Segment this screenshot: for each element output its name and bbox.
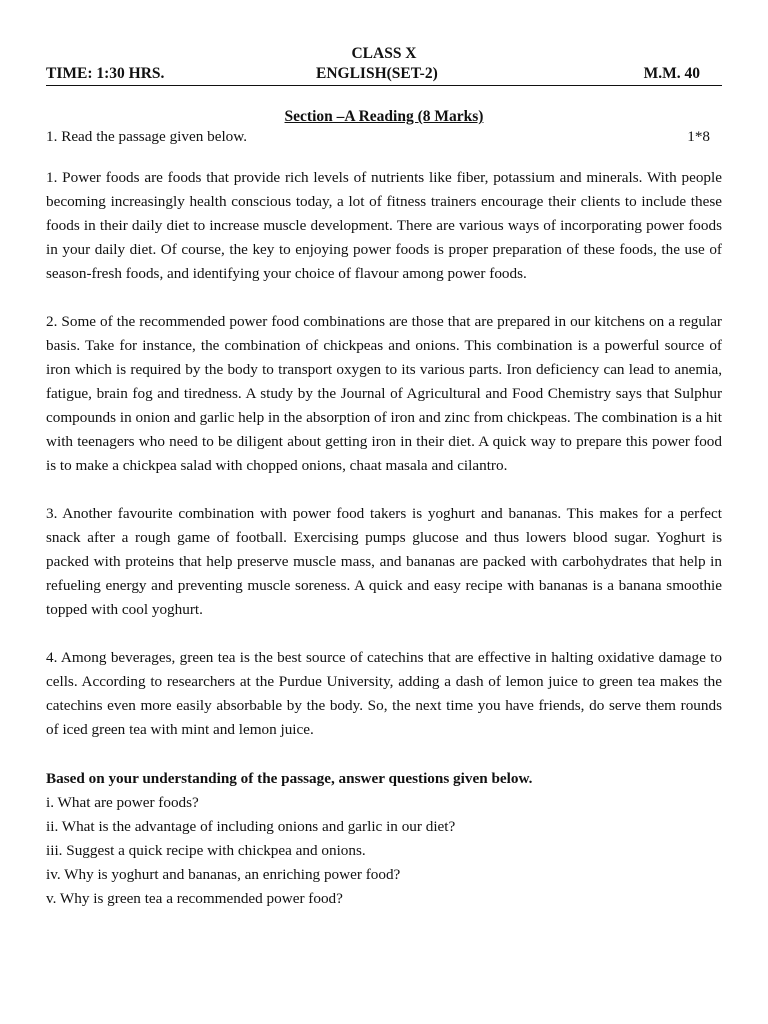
questions-heading: Based on your understanding of the passage, answer questions given below.: [46, 770, 533, 787]
question-item: i. What are power foods?: [46, 794, 199, 811]
time-label: TIME: 1:30 HRS.: [46, 65, 165, 82]
question-item: iii. Suggest a quick recipe with chickpea and onions.: [46, 842, 366, 859]
class-label: CLASS X: [351, 45, 417, 62]
passage-paragraph-3: 3. Another favourite combination with power food takers is yoghurt and bananas. This makes for a perfect snack after a rough game of football. Exercising pumps glucose and thus lowers blood sugar. Yoghurt is packed with proteins that help preserve muscle mass, and bananas are packed with carbohydrates that help in refueling energy and preventing muscle soreness. A quick and easy recipe with bananas is a banana smoothie topped with cool yoghurt.: [46, 505, 722, 618]
instruction-text: 1. Read the passage given below.: [46, 128, 248, 145]
max-marks-label: M.M. 40: [643, 65, 700, 82]
passage-paragraph-4: 4. Among beverages, green tea is the best source of catechins that are effective in halting oxidative damage to cells. According to researchers at the Purdue University, adding a dash of lemon juice to green tea makes the catechins even more easily absorbable by the body. So, the next time you have friends, do serve them rounds of iced green tea with mint and lemon juice.: [46, 649, 722, 738]
question-item: v. Why is green tea a recommended power food?: [46, 890, 343, 907]
passage-paragraph-2: 2. Some of the recommended power food combinations are those that are prepared in our kitchens on a regular basis. Take for instance, the combination of chickpeas and onions. This combination is a powerful source of iron which is required by the body to transport oxygen to its various parts. Iron deficiency can lead to anemia, fatigue, brain fog and tiredness. A study by the Journal of Agricultural and Food Chemistry says that Sulphur compounds in onion and garlic help in the absorption of iron and zinc from chickpeas. The combination is a hit with teenagers who need to be diligent about getting iron in their diet. A quick way to prepare this power food is to make a chickpea salad with chopped onions, chaat masala and cilantro.: [46, 313, 722, 474]
instruction-marks: 1*8: [687, 128, 710, 145]
section-title: Section –A Reading (8 Marks): [284, 108, 484, 125]
question-item: iv. Why is yoghurt and bananas, an enriching power food?: [46, 866, 401, 883]
passage-paragraph-1: 1. Power foods are foods that provide rich levels of nutrients like fiber, potassium and minerals. With people becoming increasingly health conscious today, a lot of fitness trainers encourage their clients to include these foods in their daily diet to increase muscle development. There are various ways of incorporating power foods in your daily diet. Of course, the key to enjoying power foods is proper preparation of these foods, the use of season-fresh foods, and identifying your choice of flavour among power foods.: [46, 169, 722, 282]
instruction-row: [46, 127, 722, 147]
subject-label: ENGLISH(SET-2): [316, 65, 438, 82]
question-item: ii. What is the advantage of including onions and garlic in our diet?: [46, 818, 456, 835]
exam-header: [46, 64, 722, 86]
exam-page: [46, 44, 722, 911]
